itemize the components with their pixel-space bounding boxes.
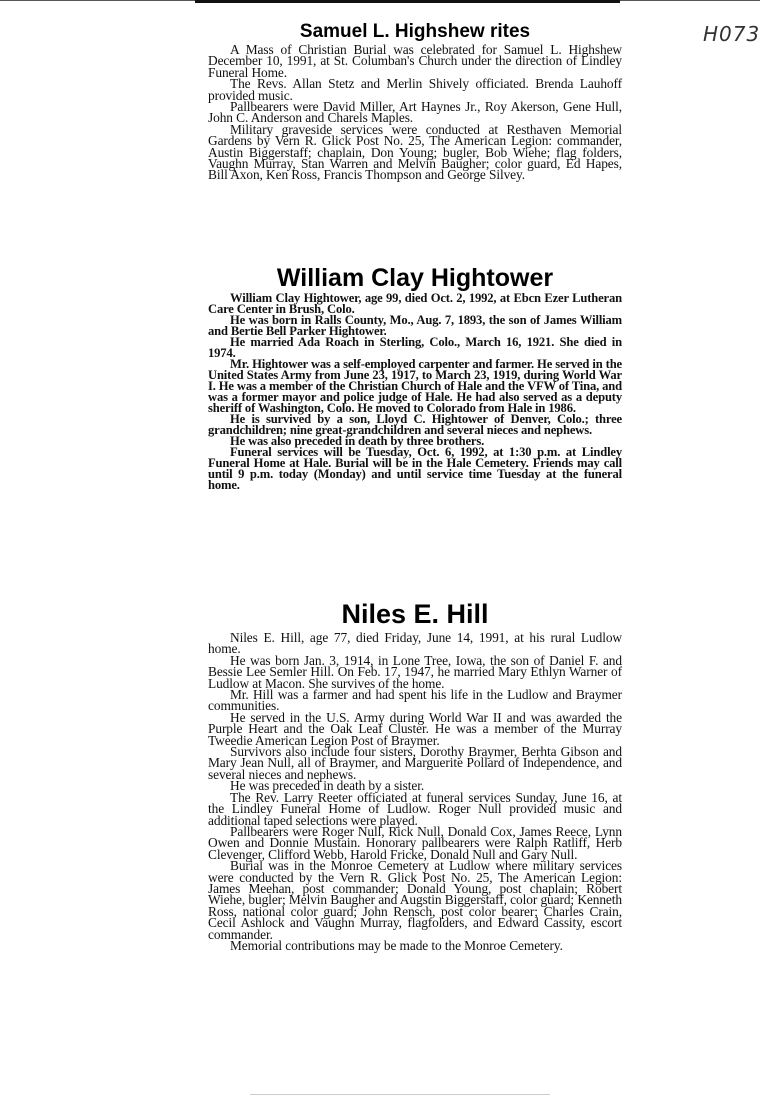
paragraph: He is survived by a son, Lloyd C. Hightower of Denver, Colo.; three grandchildren; nine great-grandchildren and several nieces and nephews. [208, 412, 622, 437]
article-title: Samuel L. Highshew rites [299, 21, 531, 42]
obituary-william-hightower [208, 266, 622, 491]
article-body [208, 293, 622, 491]
article-body [208, 632, 622, 951]
paragraph: Memorial contributions may be made to the Monroe Cemetery. [230, 937, 563, 953]
paragraph: William Clay Hightower, age 99, died Oct. 2, 1992, at Ebcn Ezer Lutheran Care Center in Brush, Colo. [208, 291, 622, 316]
paragraph: A Mass of Christian Burial was celebrated for Samuel L. Highshew December 10, 1991, at St. Columban's Church under the direction of Lindley Funeral Home. [208, 42, 622, 80]
handwritten-annotation: H073 [703, 22, 760, 46]
paragraph: He was preceded in death by a sister. [230, 778, 425, 794]
paragraph: Niles E. Hill, age 77, died Friday, June 14, 1991, at his rural Ludlow home. [208, 630, 622, 657]
obituary-niles-hill [208, 601, 622, 951]
paragraph: Funeral services will be Tuesday, Oct. 6, 1992, at 1:30 p.m. at Lindley Funeral Home at Hale. Burial will be in the Hale Cemetery. Friends may call until 9 p.m. today (Monday) and until service time Tuesday at the funeral home. [208, 445, 622, 492]
scan-bottom-edge [250, 1094, 550, 1095]
paragraph: Pallbearers were Roger Null, Rick Null, Donald Cox, James Reece, Lynn Owen and Donnie Mustain. Honorary pallbearers were Ralph Ratliff, Herb Clevenger, Clifford Webb, Harold Fricke, Donald Null and Gary Null. [208, 823, 622, 862]
obituary-samuel-highshew [208, 22, 622, 181]
article-body [208, 44, 622, 181]
paragraph: Mr. Hightower was a self-employed carpenter and farmer. He served in the United States Army from June 23, 1917, to March 23, 1919, during World War I. He was a member of the Christian Church of Hale and the VFW of Tina, and was a former mayor and police judge of Hale. He had also served as a deputy sheriff of Washington, Colo. He moved to Colorado from Hale in 1986. [208, 357, 622, 415]
article-title: Niles E. Hill [341, 599, 489, 629]
paragraph: Pallbearers were David Miller, Art Haynes Jr., Roy Akerson, Gene Hull, John C. Anderson and Charels Maples. [208, 99, 622, 126]
paragraph: He was also preceded in death by three brothers. [230, 434, 485, 448]
paragraph: The Rev. Larry Reeter officiated at funeral services Sunday, June 16, at the Lindley Funeral Home of Ludlow. Roger Null provided music and additional taped selections were played. [208, 789, 622, 828]
article-title: William Clay Hightower [276, 264, 554, 292]
paragraph: The Revs. Allan Stetz and Merlin Shively officiated. Brenda Lauhoff provided music. [208, 76, 622, 103]
paragraph: He served in the U.S. Army during World War II and was awarded the Purple Heart and the Oak Leaf Cluster. He was a member of the Murray Tweedie American Legion Post of Braymer. [208, 709, 622, 748]
paragraph: Survivors also include four sisters, Dorothy Braymer, Berhta Gibson and Mary Jean Null, all of Braymer, and Marguerite Pollard of Independence, and several nieces and nephews. [208, 744, 622, 782]
paragraph: Mr. Hill was a farmer and had spent his life in the Ludlow and Braymer communities. [208, 687, 622, 714]
paragraph: He married Ada Roach in Sterling, Colo., March 16, 1921. She died in 1974. [208, 335, 622, 360]
clipping-top-border [195, 0, 620, 3]
paragraph: Military graveside services were conducted at Resthaven Memorial Gardens by Vern R. Glick Post No. 25, The American Legion: commander, Austin Biggerstaff; chaplain, Don Young; bugler, Bob Wiehe; flag folders, Vaughn Murray, Stan Warren and Melvin Baugher; color guard, Ed Hapes, Bill Axon, Ken Ross, Francis Thompson and George Silvey. [208, 121, 622, 183]
paragraph: Burial was in the Monroe Cemetery at Ludlow where military services were conducted by the Vern R. Glick Post No. 25, The American Legion: James Meehan, post commander; Donald Young, post chaplain; Robert Wiehe, bugler; Melvin Baugher and Augstin Biggerstaff, color guard; Kenneth Ross, national color guard; John Rensch, post color bearer; Charles Crain, Cecil Ashlock and Vaughn Murray, flagfolders, and Edward Cassity, escort commander. [208, 858, 622, 942]
paragraph: He was born Jan. 3, 1914, in Lone Tree, Iowa, the son of Daniel F. and Bessie Lee Semler Hill. On Feb. 17, 1947, he married Mary Ethlyn Warner of Ludlow at Macon. She survives of the home. [208, 652, 622, 691]
paragraph: He was born in Ralls County, Mo., Aug. 7, 1893, the son of James William and Bertie Bell Parker Hightower. [208, 313, 622, 338]
